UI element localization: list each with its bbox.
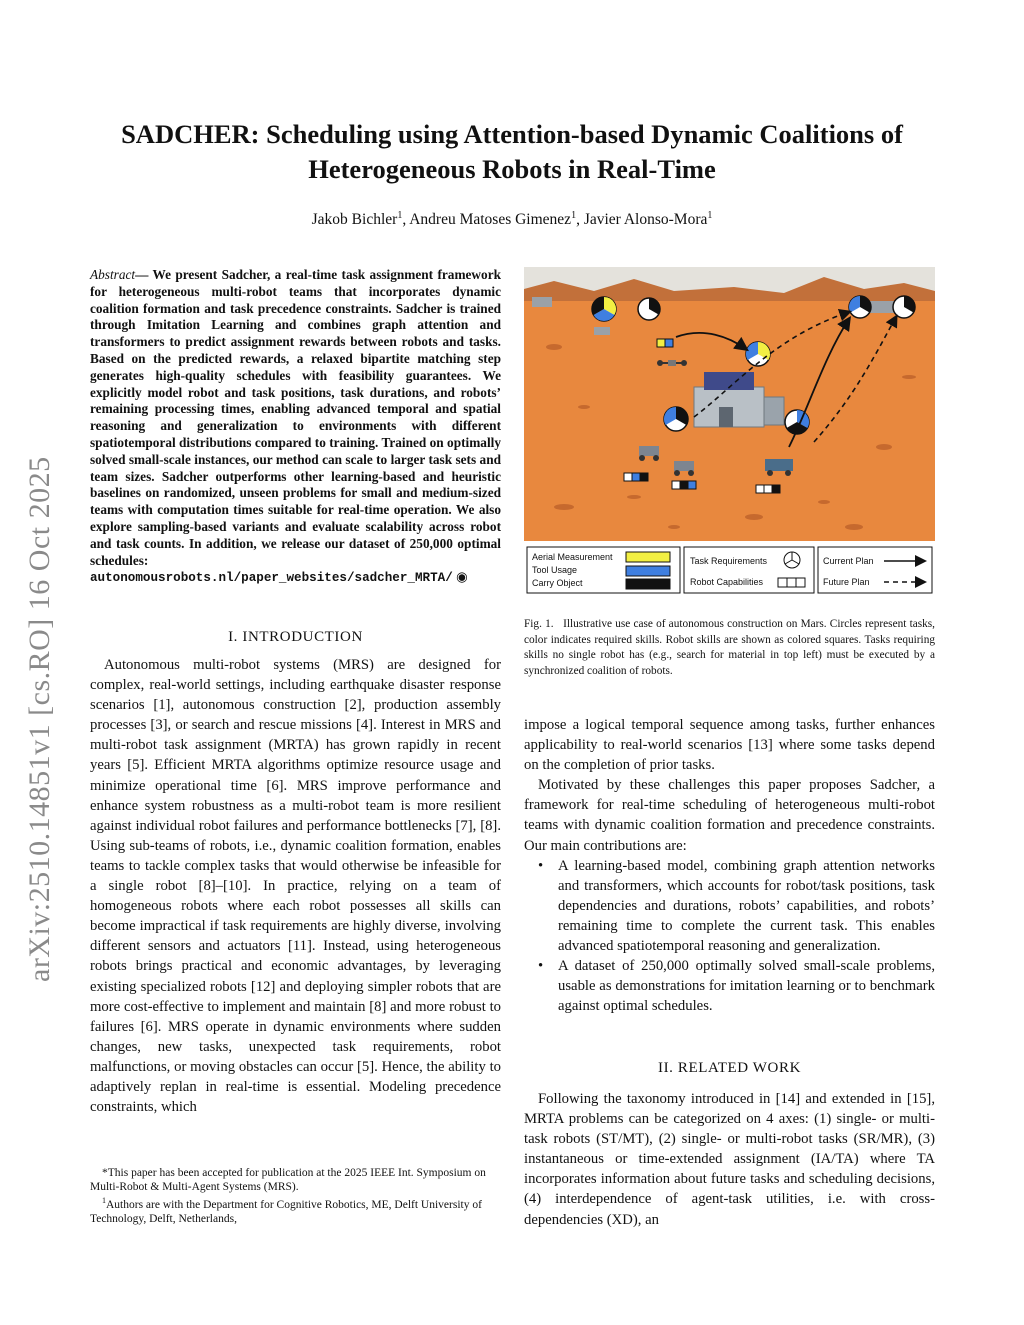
- robot-capability-squares: [756, 485, 780, 493]
- author-name: Jakob Bichler: [311, 211, 398, 229]
- related-work-paragraph: Following the taxonomy introduced in [14] and extended in [15], MRTA problems can be categorized on 4 axes: (1) single- or multi-task robots (ST/MT), (2) single- or multi-robot tasks (SR/MR), (3) instantaneous or time-extended assignment (IA/TA) where TA incorporates information about future tasks and scheduling decisions, (4) interdependence of agent-task utilities, i.e. with cross-dependencies (XD), an: [524, 1091, 935, 1228]
- legend-task-requirements-label: Task Requirements: [690, 556, 768, 566]
- introduction-body: [90, 655, 501, 1117]
- contributions-list: [524, 856, 935, 1017]
- robot-capability-squares: [672, 481, 696, 489]
- section-heading-related-work: II. RELATED WORK: [657, 1060, 802, 1076]
- github-icon[interactable]: ◉: [456, 569, 468, 585]
- arxiv-identifier-text: arXiv:2510.14851v1 [cs.RO] 16 Oct 2025: [23, 456, 56, 982]
- right-column-body: [524, 715, 935, 1016]
- legend-aerial-label: Aerial Measurement: [532, 552, 613, 562]
- author-affiliation-mark: 1: [707, 210, 713, 221]
- abstract-text: We present Sadcher, a real-time task assignment framework for heterogeneous multi-robot teams that incorporates dynamic coalition formation and task precedence constraints. Sadcher is trained through Imitation Learning and combines graph attention and transformers to predict assignment rewards between robots and tasks. Based on the predicted rewards, a relaxed bipartite matching step generates high-quality schedules with feasibility guarantees. We explicitly model robot and task positions, task durations, and robots’ remaining processing times, enabling advanced temporal and spatial reasoning and generalization to environments with different spatiotemporal distributions compared to training. Trained on optimally solved small-scale instances, our method can scale to larger task sets and team sizes. Sadcher outperforms other learning-based and heuristic baselines on randomized, unseen problems for small and medium-sized teams with computation times suitable for real-time operation. We also explore sampling-based variants and evaluate scalability across robot and task counts. In addition, we release our dataset of 250,000 optimal schedules:: [90, 267, 501, 568]
- author-affiliation-mark: 1: [571, 210, 577, 221]
- figure-caption: [524, 617, 935, 679]
- dataset-link[interactable]: autonomousrobots.nl/paper_websites/sadcher_MRTA/: [90, 571, 453, 586]
- task-circle: [664, 407, 688, 431]
- intro-continuation-paragraph: impose a logical temporal sequence among tasks, further enhances applicability to real-world scenarios [13] where some tasks depend on the completion of prior tasks.: [524, 717, 935, 774]
- author-name: Javier Alonso-Mora: [583, 211, 708, 229]
- arxiv-identifier-stamp: [14, 372, 60, 992]
- drone-robot: [657, 360, 687, 366]
- footnotes: [90, 1166, 501, 1226]
- legend-swatch-carry: [626, 579, 670, 589]
- author-name: Andreu Matoses Gimenez: [409, 211, 572, 229]
- section-heading-introduction: I. INTRODUCTION: [228, 629, 363, 645]
- figure-caption-text: Illustrative use case of autonomous construction on Mars. Circles represent tasks, color indicates required skills. Robot skills are shown as colored squares. Tasks requiring skills no single robot has (e.g., search for material in top left) must be executed by a synchronized coalition of robots.: [524, 618, 935, 677]
- legend-carry-label: Carry Object: [532, 578, 583, 588]
- title-line-2: Heterogeneous Robots in Real-Time: [308, 154, 716, 184]
- introduction-paragraph: Autonomous multi-robot systems (MRS) are designed for complex, real-world settings, including earthquake disaster response scenarios [1], autonomous construction [2], production assembly processes [3], or search and rescue missions [4]. Interest in MRS and multi-robot task assignment (MRTA) has grown rapidly in recent years [5]. Efficient MRTA algorithms optimize resource usage and minimize operational time [6]. MRS improve performance and enhance system robustness as a multi-robot team is more resilient against individual robot failures and performance bottlenecks [7], [8]. Using sub-teams of robots, i.e., dynamic coalition formation, enables teams to tackle complex tasks that would otherwise be infeasible for a single robot [8]–[10]. In practice, relying on a team of homogeneous robots where each robot possesses all skills can become impractical if task requirements are highly diverse, involving different sensors and actuators [11]. Instead, using heterogeneous robots brings practical and economic advantages, by leveraging existing specialized robots [12] and deploying simpler robots that are more cost-effective to implement and maintain [8] and more robust to failures [6]. MRS operate in dynamic environments where sudden changes, new tasks, unexpected task requirements, robot malfunctions, or moving obstacles can occur [5]. Hence, the ability to adaptively replan in real-time is essential. Modeling precedence constraints, which: [90, 657, 501, 1116]
- task-circle: [849, 296, 871, 318]
- footnote-affiliation: Authors are with the Department for Cognitive Robotics, ME, Delft University of Technology, Delft, Netherlands,: [90, 1198, 482, 1225]
- legend-future-plan-label: Future Plan: [823, 577, 870, 587]
- paper-title: [90, 117, 934, 187]
- abstract: Abstract— We present Sadcher, a real-time task assignment framework for heterogeneous multi-robot teams that incorporates dynamic coalition formation and task precedence constraints. Sadcher is trained through Imitation Learning and combines graph attention and transformers to predict assignment rewards between robots and tasks. Based on the predicted rewards, a relaxed bipartite matching step generates high-quality schedules with feasibility guarantees. We explicitly model robot and task positions, task durations, and robots’ remaining processing times, enabling advanced temporal and spatial reasoning and generalization to environments with different spatiotemporal distributions compared to training. Trained on optimally solved small-scale instances, our method can scale to larger task sets and team sizes. Sadcher outperforms other learning-based and heuristic baselines on randomized, unseen problems for small and medium-sized teams with computation times suitable for real-time operation. We also explore sampling-based variants and evaluate scalability across robot and task counts. In addition, we release our dataset of 250,000 optimal schedules: autonomousrobots.nl/paper_websites/sadcher_MRTA/ ◉: [90, 267, 501, 586]
- footnote-publication: *This paper has been accepted for publication at the 2025 IEEE Int. Symposium on Multi-Robot & Multi-Agent Systems (MRS).: [90, 1167, 486, 1193]
- related-work-body: [524, 1089, 935, 1230]
- figure-mars-construction: [524, 267, 935, 598]
- title-line-1: SADCHER: Scheduling using Attention-based Dynamic Coalitions of: [121, 119, 903, 149]
- abstract-label: Abstract: [90, 267, 136, 282]
- legend-swatch-aerial: [626, 552, 670, 562]
- figure-caption-label: Fig. 1.: [524, 618, 554, 630]
- robot-capability-squares: [657, 339, 673, 347]
- contribution-item: • A dataset of 250,000 optimally solved small-scale problems, usable as demonstrations for imitation learning or to benchmark against optimal schedules.: [558, 956, 935, 1016]
- author-list: Jakob Bichler$^1$, Andreu Matoses Gimenez$^1$, Javier Alonso-Mora$^1$: [311, 210, 713, 229]
- task-circle: [592, 297, 616, 321]
- motivation-paragraph: Motivated by these challenges this paper proposes Sadcher, a framework for real-time scheduling of heterogeneous multi-robot teams with dynamic coalition formation and precedence constraints. Our main contributions are:: [524, 777, 935, 854]
- author-affiliation-mark: 1: [397, 210, 403, 221]
- legend-current-plan-label: Current Plan: [823, 556, 874, 566]
- task-circle: [638, 298, 660, 320]
- task-requirements-icon: [784, 552, 800, 568]
- footnote-mark: 1: [102, 1196, 106, 1205]
- task-circle: [893, 296, 915, 318]
- robot-capabilities-icon: [778, 578, 805, 587]
- robot-capability-squares: [624, 473, 648, 481]
- legend-robot-capabilities-label: Robot Capabilities: [690, 577, 764, 587]
- legend-swatch-tool: [626, 566, 670, 576]
- legend-tool-label: Tool Usage: [532, 565, 578, 575]
- contribution-item: • A learning-based model, combining graph attention networks and transformers, which accounts for robot/task positions, task dependencies and durations, robots’ capabilities, and robots’ remaining time to complete the current task. This enables advanced spatiotemporal reasoning and generalization.: [558, 856, 935, 956]
